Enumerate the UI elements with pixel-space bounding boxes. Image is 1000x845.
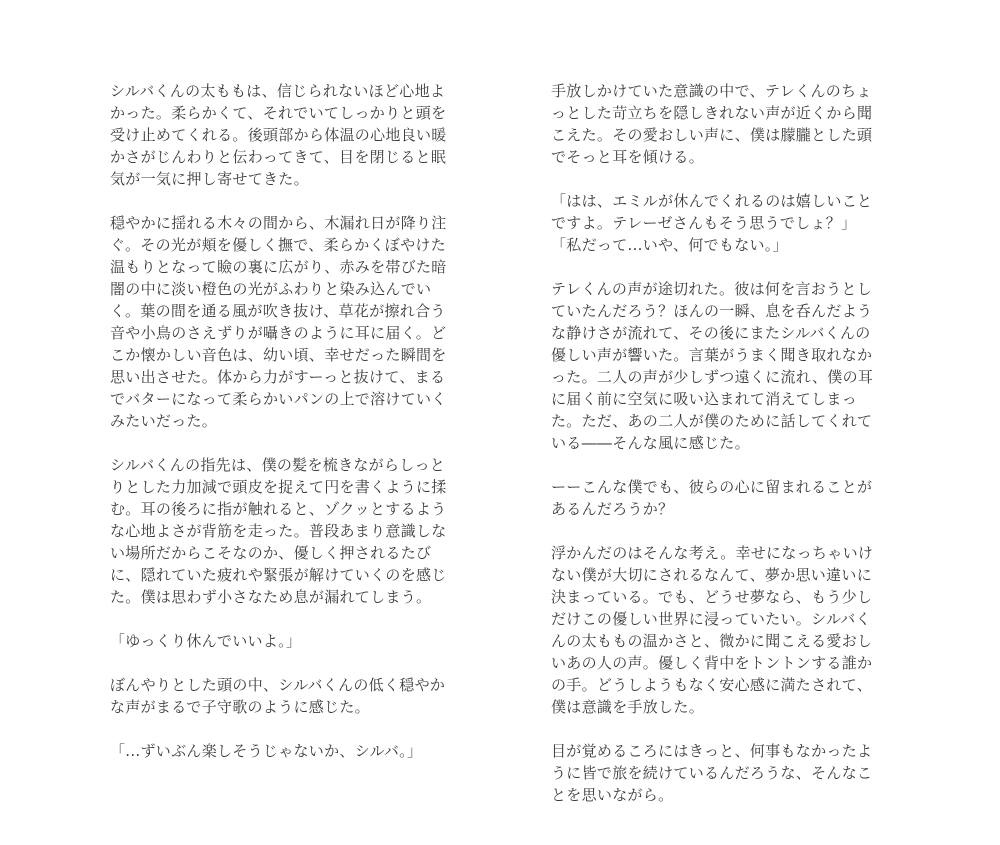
dialogue-rest: 「ゆっくり休んでいいよ。」	[110, 632, 302, 650]
paragraph-sunlight: 穏やかに揺れる木々の間から、木漏れ日が降り注ぐ。その光が頬を優しく撫で、柔らかくぼやけた温もりとなって瞼の裏に広がり、赤みを帯びた暗闇の中に淡い橙色の光がふわりと染み込んでいく。葉の間を通る風が吹き抜け、草花が擦れ合う音や小鳥のさえずりが囁きのように耳に届く。どこか懐かしい音色は、幼い頃、幸せだった瞬間を思い出させた。体から力がすーっと抜けて、まるでバターになって柔らかいパンの上で溶けていくみたいだった。	[110, 214, 447, 430]
left-text-column	[110, 80, 455, 784]
dialogue-silva: 「...ずいぶん楽しそうじゃないか、シルバ。」	[110, 742, 423, 760]
paragraph-voice-cut: テレくんの声が途切れた。彼は何を言おうとしていたんだろう？ほんの一瞬、息を呑んだような静けさが流れて、その後にまたシルバくんの優しい声が響いた。言葉がうまく聞き取れなかった。二人の声が少しずつ遠くに流れ、僕の耳に届く前に空気に吸い込まれて消えてしまった。ただ、あの二人が僕のために話してくれている――そんな風に感じた。	[551, 280, 874, 452]
paragraph-waking: 目が覚めるころにはきっと、何事もなかったように皆で旅を続けているんだろうな、そんなことを思いながら。	[551, 742, 873, 804]
paragraph-irritation: 手放しかけていた意識の中で、テレくんのちょっとした苛立ちを隠しきれない声が近くから聞こえた。その愛おしい声に、僕は朦朧とした頭でそっと耳を傾ける。	[551, 82, 873, 166]
dialogue-therese: 「私だって...いや、何でもない。」	[551, 236, 788, 254]
paragraph-thighs: シルバくんの太ももは、信じられないほど心地よかった。柔らかくて、それでいてしっかりと頭を受け止めてくれる。後頭部から体温の心地良い暖かさがじんわりと伝わってきて、目を閉じると眠気が一気に押し寄せてきた。	[110, 82, 447, 188]
right-text-column	[551, 80, 881, 828]
paragraph-question: ーーこんな僕でも、彼らの心に留まれることがあるんだろうか？	[551, 478, 873, 518]
dialogue-emil-rest: 「はは、エミルが休んでくれるのは嬉しいことですよ。テレーゼさんもそう思うでしょ？」	[551, 192, 873, 232]
paragraph-lullaby: ぼんやりとした頭の中、シルバくんの低く穏やかな声がまるで子守歌のように感じた。	[110, 676, 446, 716]
paragraph-fingertips: シルバくんの指先は、僕の髪を梳きながらしっとりとした力加減で頭皮を捉えて円を書くように揉む。耳の後ろに指が触れると、ゾクッとするような心地よさが背筋を走った。普段あまり意識しない場所だからこそなのか、優しく押されるたびに、隠れていた疲れや緊張が解けていくのを感じた。僕は思わず小さなため息が漏れてしまう。	[110, 456, 447, 606]
paragraph-dream: 浮かんだのはそんな考え。幸せになっちゃいけない僕が大切にされるなんて、夢か思い違いに決まっている。でも、どうせ夢なら、もう少しだけこの優しい世界に浸っていたい。シルバくんの太ももの温かさと、微かに聞こえる愛おしいあの人の声。優しく背中をトントンする誰かの手。どうしようもなく安心感に満たされて、僕は意識を手放した。	[551, 544, 874, 716]
